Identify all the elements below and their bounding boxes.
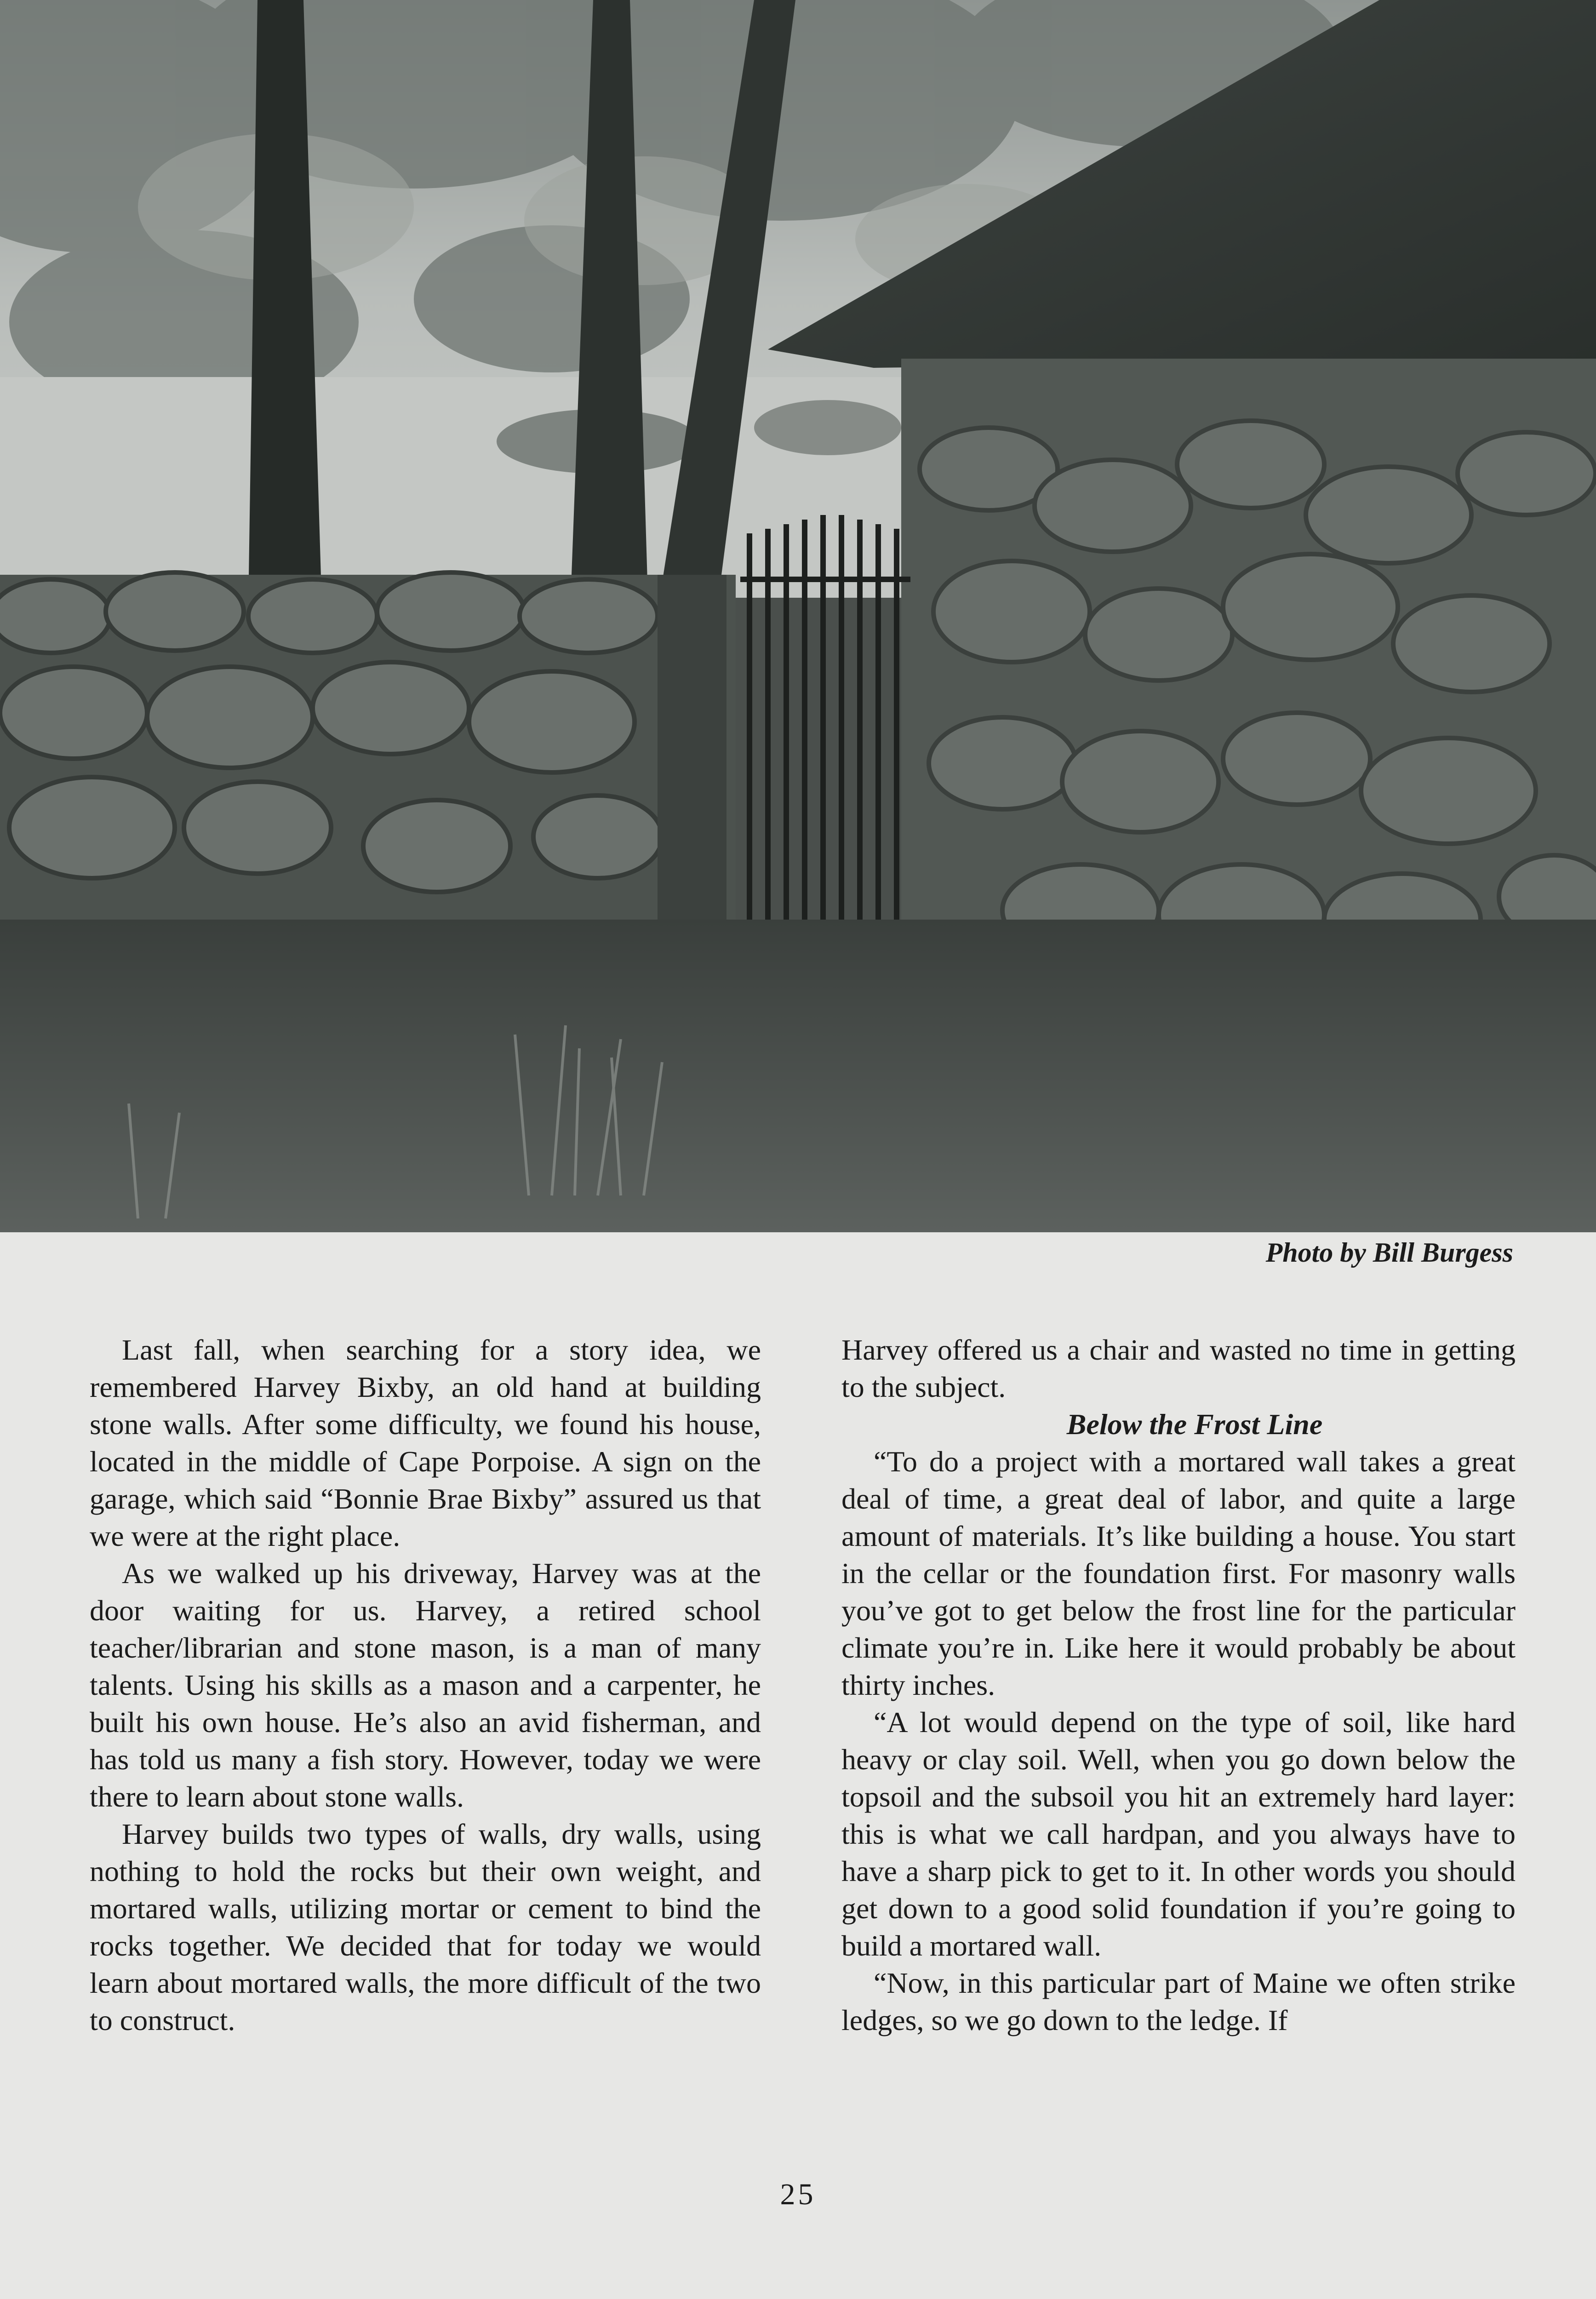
- paragraph: As we walked up his driveway, Harvey was at the door waiting for us. Harvey, a retired school teacher/librarian and stone mason, is a man of many talents. Using his skills as a mason and a carpenter, he built his own house. He’s also an avid fisherman, and has told us many a fish story. However, today we were there to learn about stone walls.: [90, 1557, 761, 1813]
- page-number: 25: [780, 2178, 816, 2211]
- article-right-column: [841, 1331, 1516, 2039]
- paragraph: “Now, in this particular part of Maine we often strike ledges, so we go down to the ledge. If: [841, 1967, 1516, 2036]
- paragraph: Harvey offered us a chair and wasted no time in getting to the subject.: [841, 1333, 1516, 1403]
- photo-credit: Photo by Bill Burgess: [1265, 1237, 1513, 1268]
- paragraph: “A lot would depend on the type of soil, like hard heavy or clay soil. Well, when you go down below the topsoil and the subsoil you hit an extremely hard layer: this is what we call hardpan, and you always have to have a sharp pick to get to it. In other words you should get down to a good solid foundation if you’re going to build a mortared wall.: [841, 1706, 1516, 1962]
- paragraph: Harvey builds two types of walls, dry walls, using nothing to hold the rocks but their own weight, and mortared walls, utilizing mortar or cement to bind the rocks together. We decided that for today we would learn about mortared walls, the more difficult of the two to construct.: [90, 1818, 761, 2036]
- paragraph: “To do a project with a mortared wall takes a great deal of time, a great deal of labor, and quite a large amount of materials. It’s like building a house. You start in the cellar or the foundation first. For masonry walls you’ve got to get below the frost line for the particular climate you’re in. Like here it would probably be about thirty inches.: [841, 1445, 1516, 1701]
- article-left-column: [90, 1331, 761, 2039]
- paragraph: Last fall, when searching for a story idea, we remembered Harvey Bixby, an old hand at building stone walls. After some difficulty, we found his house, located in the middle of Cape Porpoise. A sign on the garage, which said “Bonnie Brae Bixby” assured us that we were at the right place.: [90, 1333, 761, 1552]
- section-subheading: Below the Frost Line: [1066, 1408, 1323, 1441]
